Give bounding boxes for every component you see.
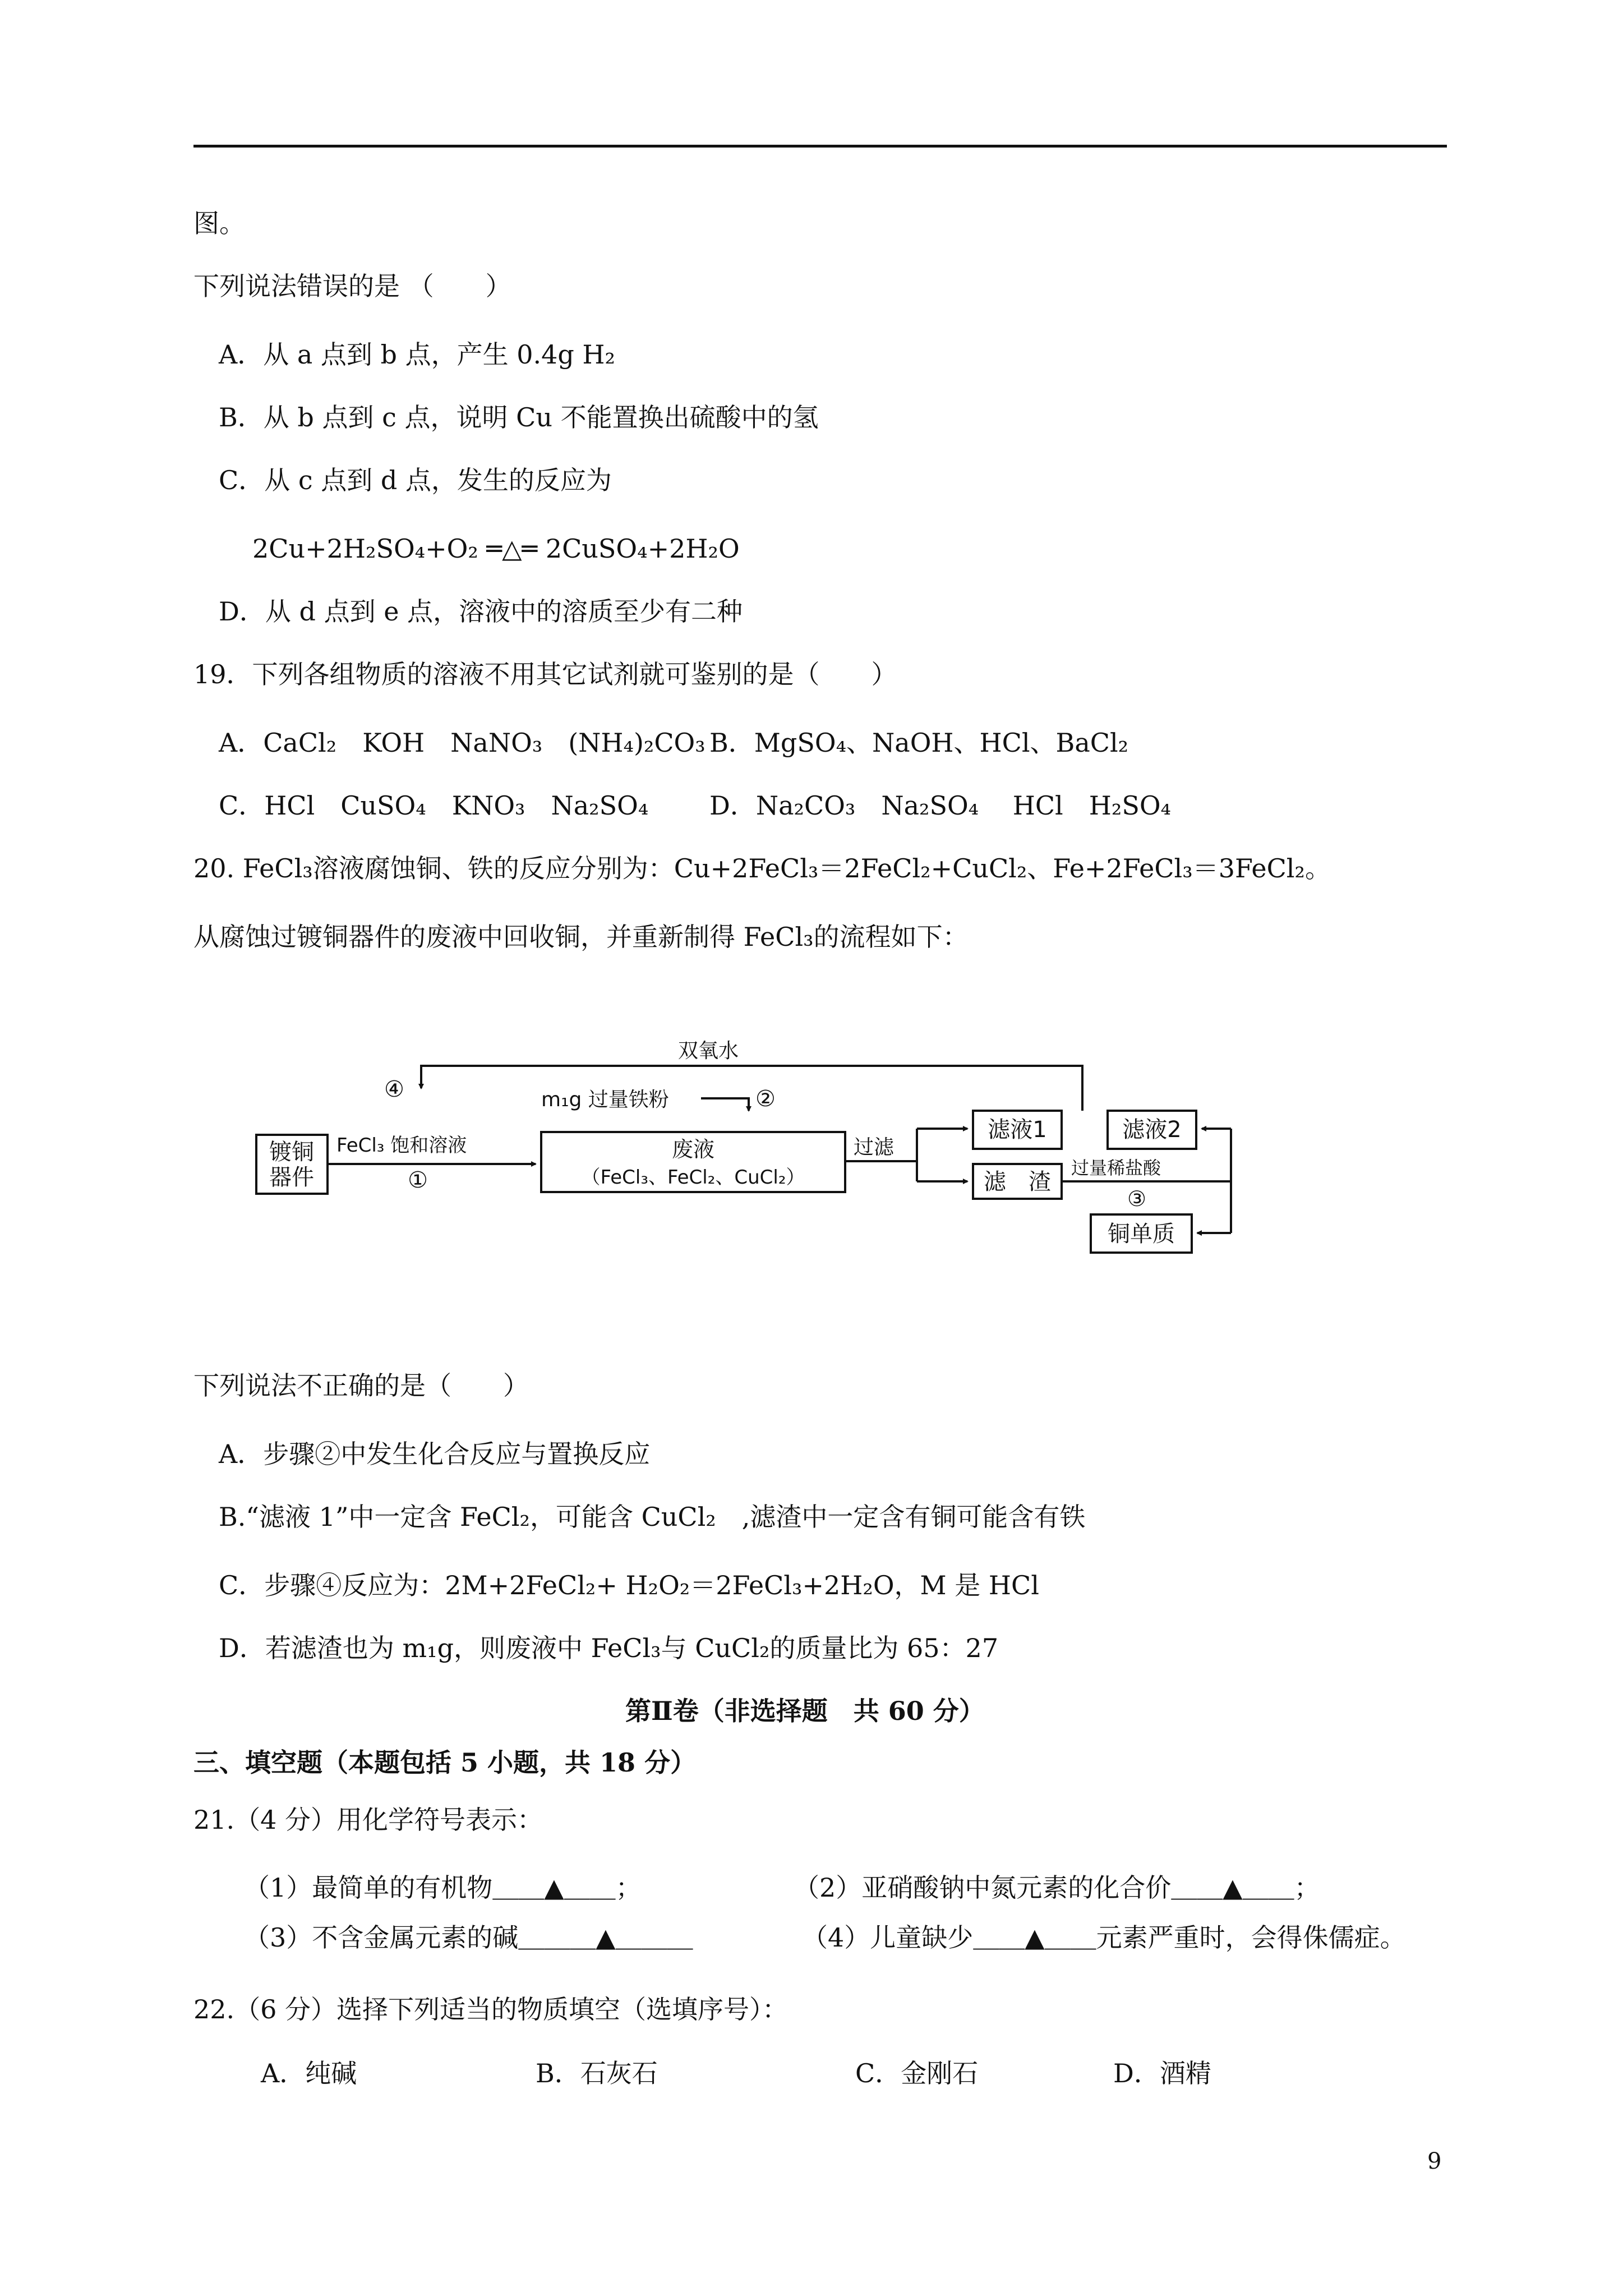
- copper-label: 铜单质: [1108, 1221, 1175, 1247]
- q22-option-d: D．酒精: [1113, 2058, 1211, 2088]
- h2o2-label: 双氧水: [677, 1039, 739, 1062]
- q20-option-c: C．步骤④反应为：2M+2FeCl₂+ H₂O₂＝2FeCl₃+2H₂O，M 是 HCl: [219, 1570, 1039, 1600]
- header-rule: [193, 145, 1447, 148]
- waste-label: 废液: [671, 1137, 715, 1162]
- option-c: C．从 c 点到 d 点，发生的反应为: [219, 465, 612, 495]
- q19-option-c: C．HCl CuSO₄ KNO₃ Na₂SO₄: [219, 790, 649, 821]
- q20-option-d: D．若滤渣也为 m₁g，则废液中 FeCl₃与 CuCl₂的质量比为 65：27: [219, 1633, 999, 1663]
- option-b: B．从 b 点到 c 点，说明 Cu 不能置换出硫酸中的氢: [219, 402, 819, 432]
- equation: 2Cu+2H₂SO₄+O₂ ═△═ 2CuSO₄+2H₂O: [252, 533, 740, 564]
- text-line: 图。: [193, 208, 245, 238]
- q22-option-c: C．金刚石: [855, 2058, 979, 2088]
- section-title: 第Ⅱ卷（非选择题 共 60 分）: [625, 1696, 985, 1726]
- device-label-2: 器件: [269, 1165, 314, 1190]
- hcl-label: 过量稀盐酸: [1071, 1157, 1161, 1179]
- option-a: A．从 a 点到 b 点，产生 0.4g H₂: [219, 339, 615, 370]
- q19-option-d: D．Na₂CO₃ Na₂SO₄ HCl H₂SO₄: [709, 790, 1171, 821]
- iron-label: m₁g 过量铁粉: [541, 1088, 669, 1111]
- q22-option-a: A．纯碱: [261, 2058, 357, 2088]
- filter-label: 过滤: [854, 1136, 895, 1159]
- question-20-cont: 从腐蚀过镀铜器件的废液中回收铜，并重新制得 FeCl₃的流程如下：: [193, 922, 969, 952]
- step3-label: ③: [1127, 1186, 1147, 1211]
- q21-part-3: （3）不含金属元素的碱＿＿＿▲＿＿＿: [244, 1922, 693, 1953]
- question-stem: 下列说法错误的是 （ ）: [193, 271, 511, 301]
- filtrate2-label: 滤液2: [1122, 1117, 1182, 1143]
- section-heading: 三、填空题（本题包括 5 小题，共 18 分）: [193, 1747, 697, 1778]
- q21-part-4: （4）儿童缺少＿＿▲＿＿元素严重时，会得侏儒症。: [802, 1922, 1406, 1953]
- fecl3-label: FeCl₃ 饱和溶液: [336, 1134, 467, 1157]
- q19-option-a: A．CaCl₂ KOH NaNO₃ (NH₄)₂CO₃: [219, 728, 706, 758]
- question-22: 22.（6 分）选择下列适当的物质填空（选填序号）：: [193, 1994, 789, 2024]
- q22-option-b: B．石灰石: [536, 2058, 658, 2088]
- q21-part-1: （1）最简单的有机物＿＿▲＿＿；: [244, 1872, 642, 1903]
- question-19: 19．下列各组物质的溶液不用其它试剂就可鉴别的是（ ）: [193, 659, 897, 689]
- filtrate1-label: 滤液1: [988, 1117, 1047, 1143]
- q19-option-b: B．MgSO₄、NaOH、HCl、BaCl₂: [709, 728, 1129, 758]
- process-flowchart: [255, 1032, 1242, 1268]
- step4-label: ④: [384, 1076, 404, 1102]
- q20-option-a: A．步骤②中发生化合反应与置换反应: [219, 1439, 651, 1469]
- step2-label: ②: [755, 1086, 776, 1112]
- question-20: 20. FeCl₃溶液腐蚀铜、铁的反应分别为：Cu+2FeCl₃＝2FeCl₂+CuCl₂、Fe+2FeCl₃＝3FeCl₂。: [193, 853, 1331, 884]
- step1-label: ①: [408, 1167, 428, 1193]
- option-d: D．从 d 点到 e 点，溶液中的溶质至少有二种: [219, 596, 743, 627]
- question-21: 21.（4 分）用化学符号表示：: [193, 1805, 543, 1835]
- page-number: 9: [1427, 2148, 1442, 2174]
- q21-part-2: （2）亚硝酸钠中氮元素的化合价＿＿▲＿＿；: [794, 1872, 1320, 1903]
- q20-option-b: B.“滤液 1”中一定含 FeCl₂，可能含 CuCl₂ ,滤渣中一定含有铜可能含有铁: [219, 1502, 1086, 1532]
- waste-composition: （FeCl₃、FeCl₂、CuCl₂）: [581, 1166, 805, 1189]
- device-label-1: 镀铜: [269, 1139, 314, 1165]
- residue-label: 滤 渣: [984, 1169, 1051, 1195]
- question-20-stem: 下列说法不正确的是（ ）: [193, 1370, 529, 1401]
